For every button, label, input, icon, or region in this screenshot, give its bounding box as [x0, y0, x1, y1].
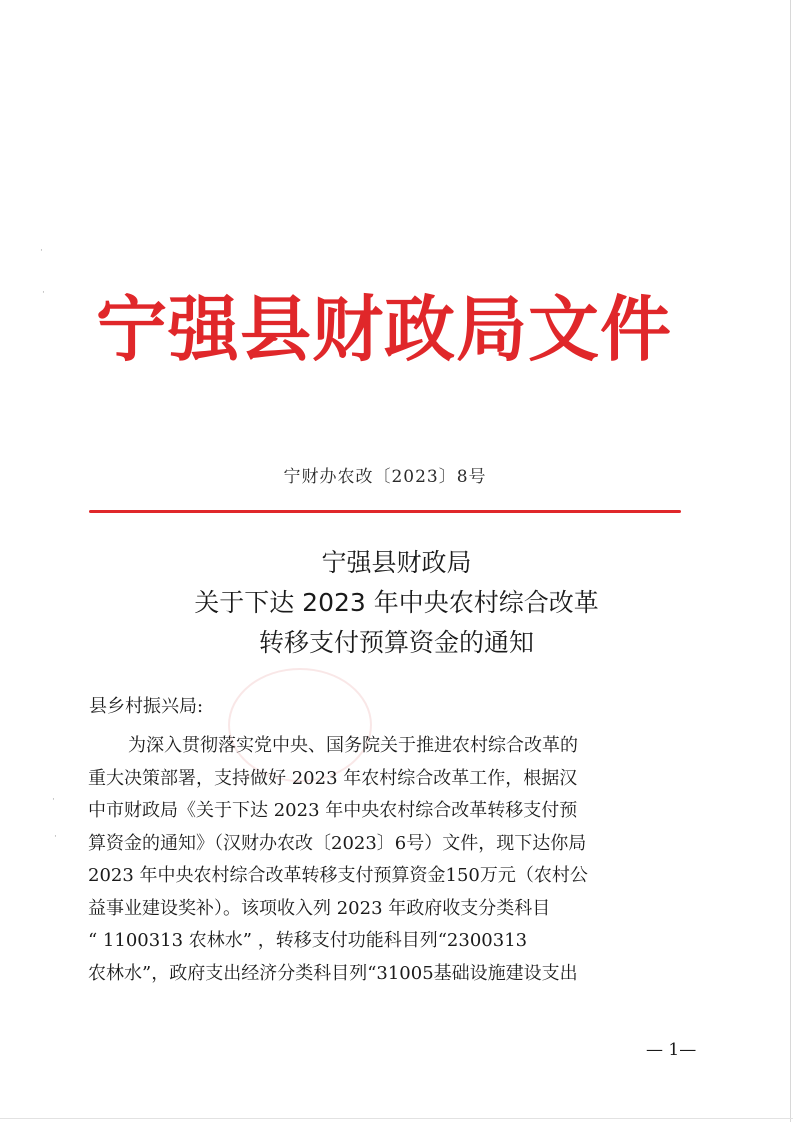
body-line: 算资金的通知》（汉财办农改〔2023〕6号）文件，现下达你局: [88, 832, 587, 854]
body-line: 中市财政局《关于下达 2023 年中央农村综合改革转移支付预: [88, 800, 578, 821]
body-line: 农林水”，政府支出经济分类科目列“31005基础设施建设支出: [88, 962, 578, 984]
document-number: 宁财办农改〔2023〕8号: [283, 467, 487, 487]
scan-speck: ·: [42, 288, 45, 298]
header-divider: [89, 510, 681, 513]
notice-title-line: 转移支付预算资金的通知: [258, 628, 534, 657]
addressee: 县乡村振兴局:: [89, 696, 204, 717]
scan-speck: ·: [40, 246, 43, 256]
scan-speck: ·: [52, 795, 55, 805]
body-line: “ 1100313 农林水” ，转移支付功能科目列“2300313: [88, 930, 528, 951]
page-number: — 1—: [646, 1040, 697, 1060]
body-line: 益事业建设奖补）。该项收入列 2023 年政府收支分类科目: [88, 897, 551, 919]
notice-title: [0, 543, 793, 663]
body-line: 2023 年中央农村综合改革转移支付预算资金150万元（农村公: [88, 865, 588, 886]
body-line: 为深入贯彻落实党中央、国务院关于推进农村综合改革的: [128, 735, 578, 756]
notice-title-line: 宁强县财政局: [321, 548, 472, 577]
page-edge: [0, 1118, 793, 1119]
body-line: 重大决策部署，支持做好 2023 年农村综合改革工作，根据汉: [88, 767, 578, 789]
notice-title-line: 关于下达 2023 年中央农村综合改革: [194, 588, 599, 617]
scan-speck: ·: [54, 832, 57, 842]
document-header-title: 宁强县财政局文件: [96, 287, 673, 371]
body-text: [88, 730, 698, 990]
